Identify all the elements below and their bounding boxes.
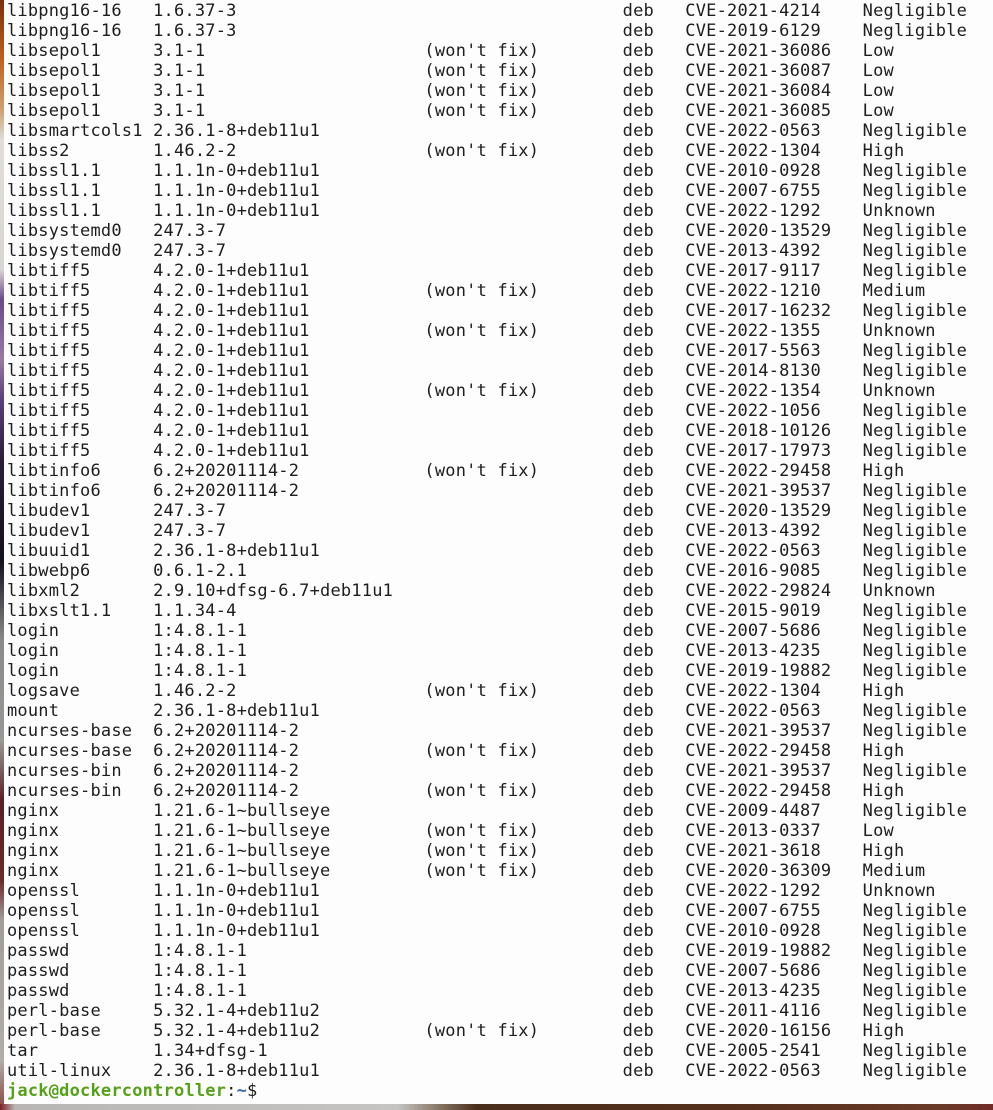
vulnerability-row: libxslt1.1 1.1.34-4 deb CVE-2015-9019 Negligible — [7, 601, 968, 621]
vulnerability-row: libtinfo6 6.2+20201114-2 (won't fix) deb CVE-2022-29458 High — [7, 461, 905, 481]
vulnerability-row: libsystemd0 247.3-7 deb CVE-2020-13529 Negligible — [7, 221, 968, 241]
vulnerability-row: util-linux 2.36.1-8+deb11u1 deb CVE-2022-0563 Negligible — [7, 1061, 968, 1081]
prompt-user-host: jack@dockercontroller — [7, 1081, 227, 1101]
vulnerability-row: ncurses-bin 6.2+20201114-2 deb CVE-2021-39537 Negligible — [7, 761, 968, 781]
vulnerability-row: libudev1 247.3-7 deb CVE-2020-13529 Negligible — [7, 501, 968, 521]
vulnerability-row: libtiff5 4.2.0-1+deb11u1 deb CVE-2017-9117 Negligible — [7, 261, 968, 281]
prompt-colon: : — [226, 1081, 237, 1101]
vulnerability-row: ncurses-base 6.2+20201114-2 (won't fix) deb CVE-2022-29458 High — [7, 741, 905, 761]
vulnerability-row: nginx 1.21.6-1~bullseye (won't fix) deb CVE-2021-3618 High — [7, 841, 905, 861]
terminal-prompt[interactable] — [7, 1081, 993, 1101]
vulnerability-row: libxml2 2.9.10+dfsg-6.7+deb11u1 deb CVE-2022-29824 Unknown — [7, 581, 936, 601]
prompt-path: ~ — [236, 1081, 248, 1101]
vulnerability-row: openssl 1.1.1n-0+deb11u1 deb CVE-2010-0928 Negligible — [7, 921, 968, 941]
vulnerability-row: libsepol1 3.1-1 (won't fix) deb CVE-2021-36087 Low — [7, 61, 894, 81]
vulnerability-row: nginx 1.21.6-1~bullseye (won't fix) deb CVE-2013-0337 Low — [7, 821, 894, 841]
cursor-position[interactable] — [257, 1081, 267, 1101]
vulnerability-row: libssl1.1 1.1.1n-0+deb11u1 deb CVE-2022-1292 Unknown — [7, 201, 936, 221]
vulnerability-row: libss2 1.46.2-2 (won't fix) deb CVE-2022-1304 High — [7, 141, 905, 161]
vulnerability-row: libssl1.1 1.1.1n-0+deb11u1 deb CVE-2007-6755 Negligible — [7, 181, 968, 201]
vulnerability-row: nginx 1.21.6-1~bullseye deb CVE-2009-4487 Negligible — [7, 801, 968, 821]
vulnerability-row: libsepol1 3.1-1 (won't fix) deb CVE-2021-36084 Low — [7, 81, 894, 101]
vulnerability-row: perl-base 5.32.1-4+deb11u2 (won't fix) deb CVE-2020-16156 High — [7, 1021, 905, 1041]
vulnerability-row: perl-base 5.32.1-4+deb11u2 deb CVE-2011-4116 Negligible — [7, 1001, 968, 1021]
vulnerability-row: openssl 1.1.1n-0+deb11u1 deb CVE-2022-1292 Unknown — [7, 881, 936, 901]
vulnerability-row: libpng16-16 1.6.37-3 deb CVE-2019-6129 Negligible — [7, 21, 968, 41]
prompt-symbol: $ — [247, 1081, 258, 1101]
vulnerability-row: libudev1 247.3-7 deb CVE-2013-4392 Negligible — [7, 521, 968, 541]
vulnerability-row: tar 1.34+dfsg-1 deb CVE-2005-2541 Negligible — [7, 1041, 968, 1061]
vulnerability-row: ncurses-bin 6.2+20201114-2 (won't fix) deb CVE-2022-29458 High — [7, 781, 905, 801]
vulnerability-row: login 1:4.8.1-1 deb CVE-2019-19882 Negligible — [7, 661, 968, 681]
wallpaper-edge-left — [0, 0, 4, 1110]
vulnerability-row: libtiff5 4.2.0-1+deb11u1 deb CVE-2017-17973 Negligible — [7, 441, 968, 461]
vulnerability-row: logsave 1.46.2-2 (won't fix) deb CVE-2022-1304 High — [7, 681, 905, 701]
vulnerability-row: libuuid1 2.36.1-8+deb11u1 deb CVE-2022-0563 Negligible — [7, 541, 968, 561]
vulnerability-row: libpng16-16 1.6.37-3 deb CVE-2021-4214 Negligible — [7, 1, 968, 21]
vulnerability-row: libssl1.1 1.1.1n-0+deb11u1 deb CVE-2010-0928 Negligible — [7, 161, 968, 181]
wallpaper-edge-bottom — [0, 1104, 993, 1110]
vulnerability-row: login 1:4.8.1-1 deb CVE-2007-5686 Negligible — [7, 621, 968, 641]
vulnerability-row: libtiff5 4.2.0-1+deb11u1 (won't fix) deb CVE-2022-1210 Medium — [7, 281, 926, 301]
terminal-window[interactable] — [4, 0, 993, 1104]
vulnerability-row: passwd 1:4.8.1-1 deb CVE-2019-19882 Negligible — [7, 941, 968, 961]
vulnerability-row: libtiff5 4.2.0-1+deb11u1 deb CVE-2014-8130 Negligible — [7, 361, 968, 381]
vulnerability-row: login 1:4.8.1-1 deb CVE-2013-4235 Negligible — [7, 641, 968, 661]
terminal-output — [7, 1, 993, 1081]
vulnerability-row: libsystemd0 247.3-7 deb CVE-2013-4392 Negligible — [7, 241, 968, 261]
vulnerability-row: libsepol1 3.1-1 (won't fix) deb CVE-2021-36086 Low — [7, 41, 894, 61]
vulnerability-row: libtiff5 4.2.0-1+deb11u1 (won't fix) deb CVE-2022-1355 Unknown — [7, 321, 936, 341]
vulnerability-row: openssl 1.1.1n-0+deb11u1 deb CVE-2007-6755 Negligible — [7, 901, 968, 921]
vulnerability-row: libtiff5 4.2.0-1+deb11u1 (won't fix) deb CVE-2022-1354 Unknown — [7, 381, 936, 401]
vulnerability-row: nginx 1.21.6-1~bullseye (won't fix) deb CVE-2020-36309 Medium — [7, 861, 926, 881]
vulnerability-row: libtiff5 4.2.0-1+deb11u1 deb CVE-2018-10126 Negligible — [7, 421, 968, 441]
vulnerability-row: libwebp6 0.6.1-2.1 deb CVE-2016-9085 Negligible — [7, 561, 968, 581]
vulnerability-row: libtinfo6 6.2+20201114-2 deb CVE-2021-39537 Negligible — [7, 481, 968, 501]
vulnerability-row: passwd 1:4.8.1-1 deb CVE-2007-5686 Negligible — [7, 961, 968, 981]
vulnerability-row: mount 2.36.1-8+deb11u1 deb CVE-2022-0563 Negligible — [7, 701, 968, 721]
vulnerability-row: libtiff5 4.2.0-1+deb11u1 deb CVE-2017-16232 Negligible — [7, 301, 968, 321]
vulnerability-row: libtiff5 4.2.0-1+deb11u1 deb CVE-2017-5563 Negligible — [7, 341, 968, 361]
vulnerability-row: passwd 1:4.8.1-1 deb CVE-2013-4235 Negligible — [7, 981, 968, 1001]
vulnerability-row: libtiff5 4.2.0-1+deb11u1 deb CVE-2022-1056 Negligible — [7, 401, 968, 421]
vulnerability-row: libsepol1 3.1-1 (won't fix) deb CVE-2021-36085 Low — [7, 101, 894, 121]
vulnerability-row: ncurses-base 6.2+20201114-2 deb CVE-2021-39537 Negligible — [7, 721, 968, 741]
vulnerability-row: libsmartcols1 2.36.1-8+deb11u1 deb CVE-2022-0563 Negligible — [7, 121, 968, 141]
